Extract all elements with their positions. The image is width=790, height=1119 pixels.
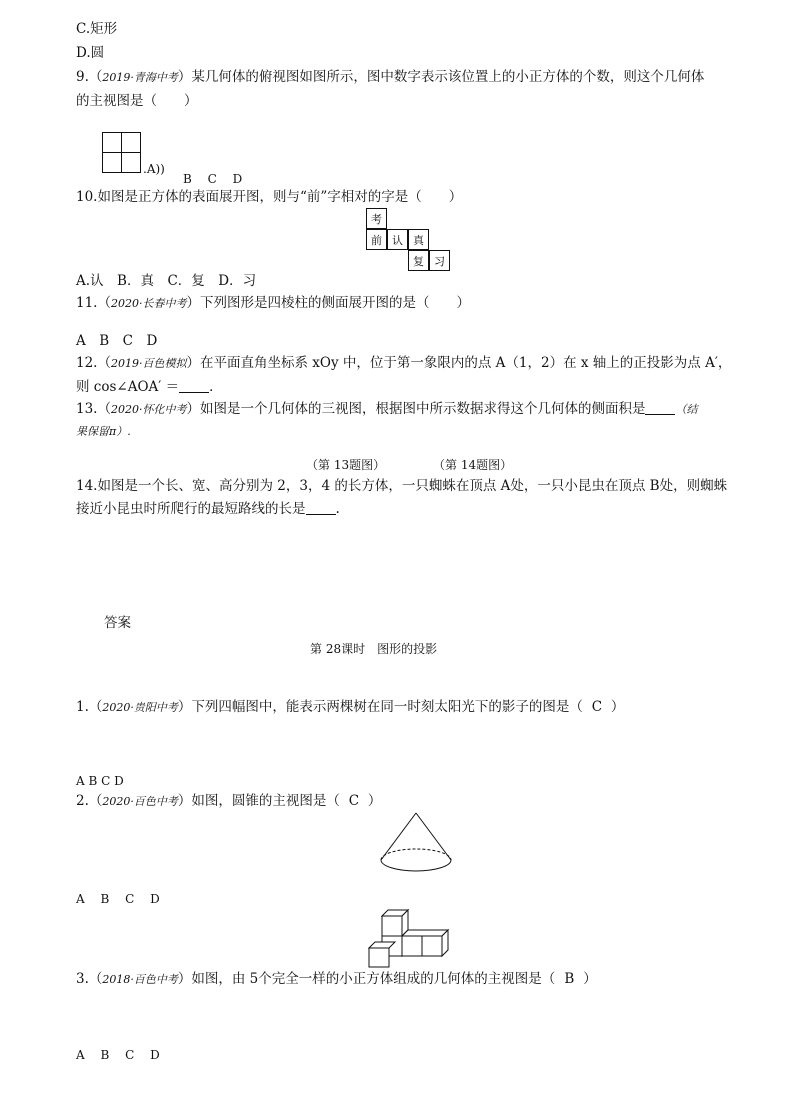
question-11-options: A B C D — [76, 333, 158, 349]
net-cell: 前 — [366, 229, 387, 250]
answer-2-text: 2.（2020·百色中考）如图，圆锥的主视图是（ C ） — [76, 793, 382, 809]
question-9-options: B C D — [183, 172, 243, 186]
source-tag: 2020·长春中考 — [110, 297, 187, 310]
answer-choice: C — [348, 793, 360, 809]
answers-heading: 答案 — [104, 615, 131, 631]
net-cell: 习 — [429, 250, 450, 271]
question-13-line-2: 果保留π）. — [76, 425, 131, 438]
question-13-line-1: 13.（2020·怀化中考）如图是一个几何体的三视图，根据图中所示数据求得这个几何体的侧面积是 （结 — [76, 401, 698, 417]
answer-blank[interactable] — [645, 402, 675, 415]
question-10-text: 10.如图是正方体的表面展开图，则与“前”字相对的字是（ ） — [76, 189, 463, 205]
net-cell: 认 — [387, 229, 408, 250]
net-cell: 真 — [408, 229, 429, 250]
source-tag: 2020·贵阳中考 — [102, 701, 178, 714]
figure-label-a: .A)) — [143, 162, 165, 176]
answer-choice: B — [564, 971, 575, 987]
option-d-circle: D.圆 — [76, 45, 105, 61]
question-9-line-2: 的主视图是（ ） — [76, 93, 198, 109]
source-tag: 2019·百色模拟 — [110, 357, 187, 370]
question-9-line-1: 9.（2019·青海中考）某几何体的俯视图如图所示，图中数字表示该位置上的小正方体的个数，则这个几何体 — [76, 69, 705, 85]
answer-2-options: A B C D — [76, 892, 160, 906]
option-c-rectangle: C.矩形 — [76, 21, 118, 37]
question-14-line-1: 14.如图是一个长、宽、高分别为 2，3，4 的长方体，一只蜘蛛在顶点 A处，一只小昆虫在顶点 B处，则蜘蛛 — [76, 478, 728, 494]
answer-1-text: 1.（2020·贵阳中考）下列四幅图中，能表示两棵树在同一时刻太阳光下的影子的图是（ C ） — [76, 699, 625, 715]
source-tag: 2019·青海中考 — [102, 71, 178, 84]
question-12-line-1: 12.（2019·百色模拟）在平面直角坐标系 xOy 中，位于第一象限内的点 A（1，2）在 x 轴上的正投影为点 A′， — [76, 355, 732, 371]
cone-figure — [380, 812, 452, 874]
question-12-line-2: 则 cos∠AOA′ ＝ ． — [76, 379, 223, 395]
figure-13-caption: （第 13题图） — [306, 458, 386, 472]
question-11-text: 11.（2020·长春中考）下列图形是四棱柱的侧面展开图的是（ ） — [76, 295, 470, 311]
question-14-line-2: 接近小昆虫时所爬行的最短路线的长是 . — [76, 501, 340, 517]
top-view-figure — [102, 132, 142, 174]
cubes-figure — [368, 904, 452, 968]
source-tag: 2020·怀化中考 — [110, 403, 187, 416]
answer-1-options: A B C D — [76, 774, 124, 788]
answer-blank[interactable] — [306, 502, 336, 515]
net-cell: 考 — [366, 208, 387, 229]
question-10-options: A.认 B．真 C．复 D．习 — [76, 273, 257, 289]
source-tag: 2018·百色中考 — [102, 973, 178, 986]
source-tag: 2020·百色中考 — [102, 795, 178, 808]
lesson-title: 第 28课时 图形的投影 — [310, 642, 438, 656]
answer-choice: C — [591, 699, 603, 715]
answer-3-text: 3.（2018·百色中考）如图，由 5个完全一样的小正方体组成的几何体的主视图是（ B ） — [76, 971, 597, 987]
answer-3-options: A B C D — [76, 1048, 160, 1062]
net-cell: 复 — [408, 250, 429, 271]
figure-14-caption: （第 14题图） — [433, 458, 513, 472]
answer-blank[interactable] — [179, 380, 209, 393]
